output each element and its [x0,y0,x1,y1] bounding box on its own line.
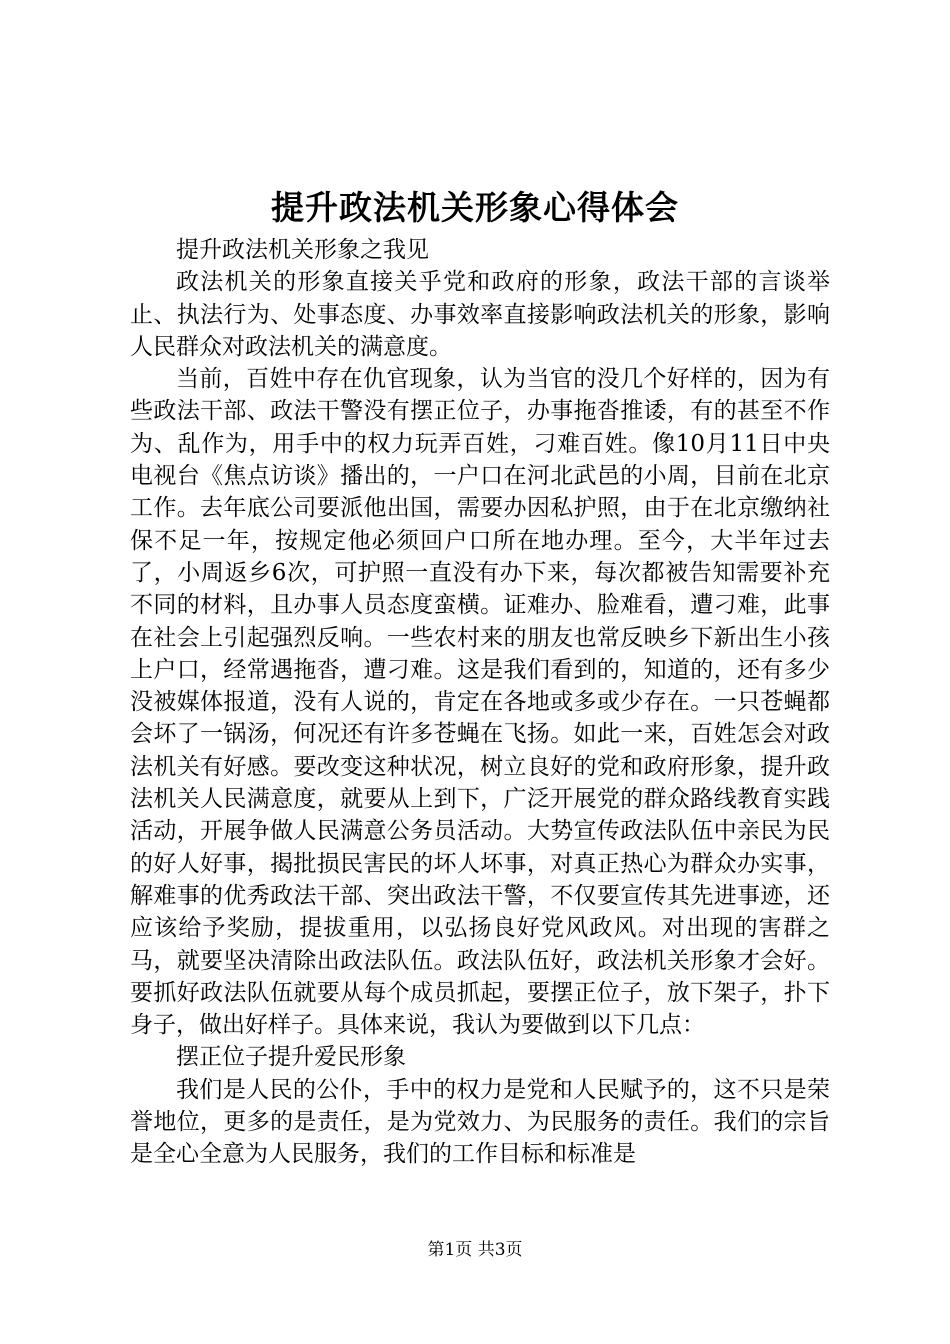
document-body [130,234,830,1171]
page-footer [0,1238,950,1262]
page-total: 共3页 [477,1240,523,1260]
body-paragraph: 我们是人民的公仆，手中的权力是党和人民赋予的，这不只是荣誉地位，更多的是责任，是为党效力、为民服务的责任。我们的宗旨是全心全意为人民服务，我们的工作目标和标准是 [130,1076,830,1168]
page-title: 提升政法机关形象心得体会 [271,188,679,227]
body-paragraph: 当前，百姓中存在仇官现象，认为当官的没几个好样的，因为有些政法干部、政法干警没有摆正位子，办事拖沓推诿，有的甚至不作为、乱作为，用手中的权力玩弄百姓，刁难百姓。像10月11日中央电视台《焦点访谈》播出的，一户口在河北武邑的小周，目前在北京工作。去年底公司要派他出国，需要办因私护照，由于在北京缴纳社保不足一年，按规定他必须回户口所在地办理。至今，大半年过去了，小周返乡6次，可护照一直没有办下来，每次都被告知需要补充不同的材料，且办事人员态度蛮横。证难办、脸难看，遭刁难，此事在社会上引起强烈反响。一些农村来的朋友也常反映乡下新出生小孩上户口，经常遇拖沓，遭刁难。这是我们看到的，知道的，还有多少没被媒体报道，没有人说的，肯定在各地或多或少存在。一只苍蝇都会坏了一锅汤，何况还有许多苍蝇在飞扬。如此一来，百姓怎会对政法机关有好感。要改变这种状况，树立良好的党和政府形象，提升政法机关人民满意度，就要从上到下，广泛开展党的群众路线教育实践活动，开展争做人民满意公务员活动。大势宣传政法队伍中亲民为民的好人好事，揭批损民害民的坏人坏事，对真正热心为群众办实事，解难事的优秀政法干部、突出政法干警，不仅要宣传其先进事迹，还应该给予奖励，提拔重用，以弘扬良好党风政风。对出现的害群之马，就要坚决清除出政法队伍。政法队伍好，政法机关形象才会好。要抓好政法队伍就要从每个成员抓起，要摆正位子，放下架子，扑下身子，做出好样子。具体来说，我认为要做到以下几点： [130,366,830,1039]
page-number: 第1页 [427,1240,473,1260]
subtitle-paragraph: 提升政法机关形象之我见 [176,237,429,263]
section-heading: 摆正位子提升爱民形象 [176,1044,406,1071]
body-paragraph: 政法机关的形象直接关乎党和政府的形象，政法干部的言谈举止、执法行为、处事态度、办事效率直接影响政法机关的形象，影响人民群众对政法机关的满意度。 [130,269,830,360]
